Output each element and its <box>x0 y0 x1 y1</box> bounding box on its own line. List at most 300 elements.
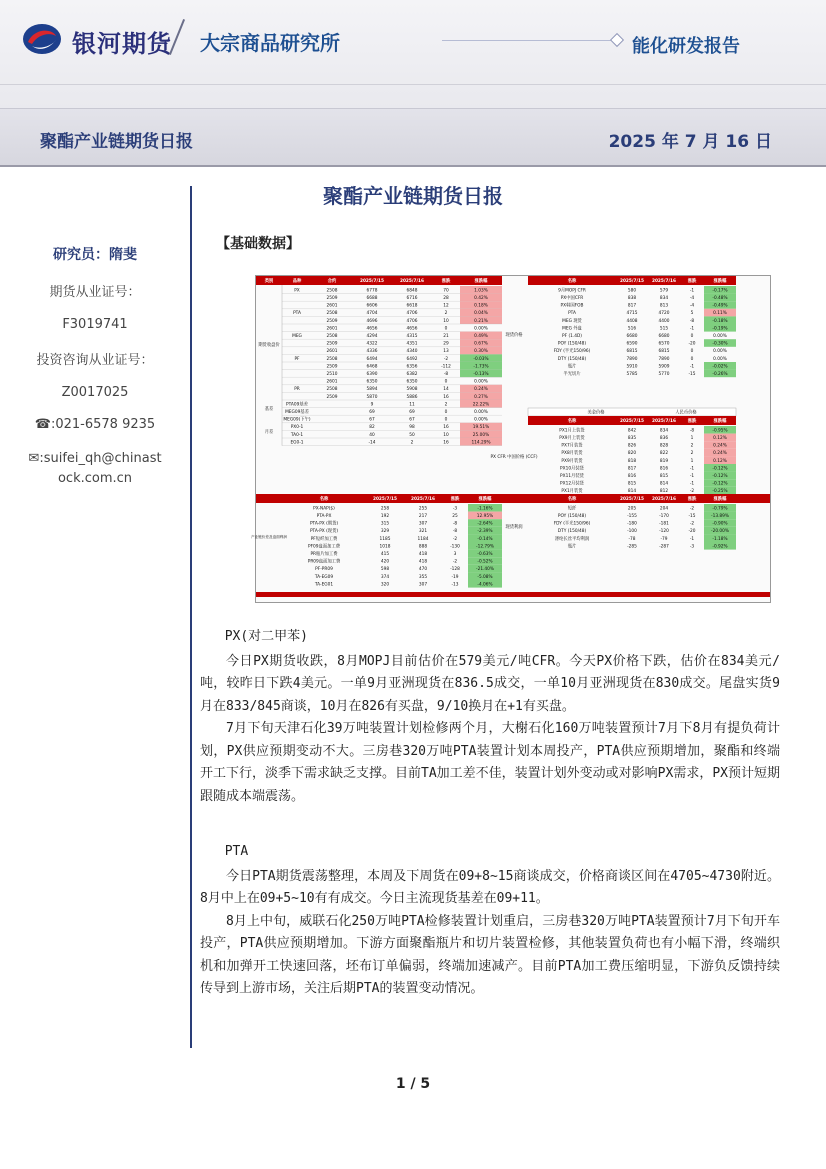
left-cell: -0.13% <box>473 372 489 377</box>
right-cell: -4 <box>689 303 695 309</box>
px-cell: -2 <box>689 489 695 495</box>
px-cell: 819 <box>659 458 669 464</box>
license-number: F3019741 <box>62 317 128 332</box>
left-cell: 4656 <box>406 326 418 332</box>
left-cell: 12 <box>443 303 449 309</box>
px-cell: -1 <box>689 474 695 479</box>
spread-cell: 321 <box>418 529 428 535</box>
category-futures: 期货收盘价 <box>258 343 280 348</box>
left-header-cell: 合约 <box>327 279 337 285</box>
right-cell: 瓶片 <box>567 364 577 370</box>
px-sub-header <box>528 408 736 416</box>
right-cell: -0.26% <box>712 372 728 377</box>
pta-section <box>200 841 780 1001</box>
px-section <box>200 626 780 808</box>
left-cell: 6350 <box>366 379 378 385</box>
left-cell: 4340 <box>406 349 418 355</box>
left-cell: 2 <box>444 402 448 408</box>
right-cell: 5 <box>690 311 694 317</box>
page-number: 1 / 5 <box>395 1076 431 1092</box>
left-cell: 4656 <box>366 326 378 332</box>
right-cell: 6815 <box>658 349 670 355</box>
profit-cell: -79 <box>660 536 668 542</box>
right-cell: -0.18% <box>712 318 728 324</box>
spread-cell: 25 <box>452 514 458 519</box>
spread-cell: -13 <box>451 582 459 588</box>
basic-data-table-image <box>251 275 771 603</box>
section-label-basic-data: 【基础数据】 <box>216 236 300 252</box>
right-cell: PF (1.4D) <box>562 334 582 339</box>
profit-cell: -2 <box>689 521 695 527</box>
spread-header-cell: 名称 <box>319 497 329 503</box>
spread-cell: -0.52% <box>477 559 493 565</box>
spread-cell: -5.08% <box>477 574 493 580</box>
left-cell: 6716 <box>406 296 418 301</box>
galaxy-logo-icon <box>22 22 62 56</box>
right-cell: 6680 <box>658 334 670 339</box>
right-cell: -0.30% <box>712 341 728 347</box>
spread-cell: 192 <box>380 514 390 519</box>
left-cell: PTA09基差 <box>286 402 308 408</box>
left-cell: 4315 <box>406 334 418 339</box>
px-header-cell: 2025/7/16 <box>651 419 677 424</box>
left-cell: 4351 <box>406 341 418 347</box>
spread-cell: -128 <box>450 567 460 573</box>
left-cell: -14 <box>368 440 376 446</box>
right-header-cell: 2025/7/15 <box>619 279 645 285</box>
spread-cell: 418 <box>418 559 428 565</box>
left-cell: 14 <box>443 387 449 393</box>
px-cell: 815 <box>627 481 637 487</box>
right-cell: 834 <box>659 296 669 301</box>
left-cell: 4696 <box>366 318 378 324</box>
category-spot: 现货价格 <box>505 333 523 338</box>
right-cell: -0.19% <box>712 326 728 332</box>
px-cell: -8 <box>689 428 695 434</box>
px-cell: 1 <box>690 436 694 441</box>
left-cell: MEG09基差 <box>285 410 309 415</box>
right-cell: 0.11% <box>713 311 727 317</box>
spread-cell: 320 <box>380 582 390 588</box>
px-cell: 0.12% <box>713 458 727 464</box>
profit-header-cell: 2025/7/16 <box>651 497 677 503</box>
left-cell: 2508 <box>326 334 338 339</box>
left-cell: 2508 <box>326 288 338 294</box>
px-cell: -0.12% <box>712 466 728 472</box>
px-cell: 818 <box>627 458 637 464</box>
px-cell: 816 <box>627 474 637 479</box>
px-cell: PX11月装货 <box>560 474 584 479</box>
spread-cell: 888 <box>418 544 428 550</box>
category-px-cfr: PX CFR 中国价格 (CCF) <box>490 455 538 460</box>
px-cell: 816 <box>659 466 669 472</box>
right-cell: PTA <box>568 311 576 317</box>
px-sub-label-cny: 人民币价格 <box>675 410 697 416</box>
profit-header-cell: 名称 <box>567 497 577 503</box>
left-cell: PX0-1 <box>290 425 304 431</box>
spread-cell: PF短纤加工费 <box>310 536 338 542</box>
left-cell: 19.51% <box>472 425 490 431</box>
right-cell: 6590 <box>626 341 638 347</box>
profit-cell: 204 <box>659 506 669 512</box>
document-title: 聚酯产业链期货日报 <box>323 184 503 208</box>
px-cell: PX1月装货 <box>561 489 583 495</box>
profit-cell: FDY (半光150/96) <box>553 521 591 527</box>
profit-cell: -13.89% <box>711 514 729 519</box>
profit-header-cell: 涨跌 <box>687 497 697 503</box>
right-cell: 5909 <box>658 364 670 370</box>
spread-cell: PX-NAP($) <box>313 506 335 512</box>
left-cell: 0.04% <box>474 311 488 317</box>
left-cell: 69 <box>409 410 415 415</box>
profit-cell: -155 <box>627 514 637 519</box>
profit-cell: -1 <box>689 536 695 542</box>
left-cell: 5870 <box>366 394 378 400</box>
profit-cell: -120 <box>659 529 669 535</box>
px-cell: 0.12% <box>713 436 727 441</box>
right-cell: 579 <box>659 288 669 294</box>
right-cell: MEG 外盘 <box>562 326 582 332</box>
left-cell: 6492 <box>406 356 418 362</box>
left-cell: 2508 <box>326 387 338 393</box>
px-cell: PX1月上装货 <box>559 428 585 434</box>
left-cell: 70 <box>443 288 449 294</box>
left-cell: 6778 <box>366 288 378 294</box>
left-cell: 6468 <box>366 364 378 370</box>
right-cell: 0 <box>690 334 694 339</box>
category-spread: 产业链价差及盘面利润 <box>251 535 287 539</box>
left-cell: 25.00% <box>472 432 490 438</box>
px-sub-label-usd: 美金价格 <box>587 410 605 416</box>
left-cell: 0.00% <box>474 417 488 423</box>
px-header-cell: 涨跌 <box>687 419 697 424</box>
left-cell: 5886 <box>406 394 418 400</box>
right-cell: 5785 <box>626 372 638 377</box>
left-cell: 22.22% <box>472 402 490 408</box>
px-cell: 814 <box>659 481 669 487</box>
right-header-cell: 2025/7/16 <box>651 279 677 285</box>
left-cell: 0 <box>444 379 448 385</box>
left-cell: 50 <box>409 432 415 438</box>
left-cell: EG0-1 <box>290 440 304 446</box>
right-cell: 5770 <box>658 372 670 377</box>
spread-cell: -0.14% <box>477 536 493 542</box>
phone-number: ☎:021-6578 9235 <box>34 417 156 432</box>
spread-cell: 1185 <box>379 536 391 542</box>
left-cell: 6688 <box>366 296 378 301</box>
left-cell: 69 <box>369 410 375 415</box>
spread-cell: PF09盘面加工费 <box>307 544 341 550</box>
px-paragraph-2: 7月下旬天津石化39万吨装置计划检修两个月，大榭石化160万吨装置预计7月下8月有提负荷计划，PX供应预期变动不大。三房巷320万吨PTA装置计划本周投产，PTA供应预期增加，聚酯和终端开工下行，淡季下需求缺乏支撑。目前TA加工差不佳，装置计划外变动或对影响PX需求，PX预计短期跟随成本端震荡。 <box>200 721 780 804</box>
spread-cell: -21.40% <box>476 567 494 573</box>
right-cell: 7890 <box>626 356 638 362</box>
left-cell: 0 <box>444 417 448 423</box>
right-cell: 0 <box>690 356 694 362</box>
right-cell: -0.17% <box>712 288 728 294</box>
spread-cell: PTA-PX (现货) <box>309 529 339 535</box>
spread-header-cell: 涨跌幅 <box>478 497 492 503</box>
left-cell: 2 <box>444 311 448 317</box>
left-cell: 6356 <box>406 364 418 370</box>
profit-cell: -78 <box>628 536 636 542</box>
left-cell: 6606 <box>366 303 378 309</box>
left-cell: TA0-1 <box>290 432 304 438</box>
analyst-name: 研究员：隋斐 <box>53 247 137 263</box>
left-cell: MEG09(下午) <box>283 417 311 423</box>
left-cell: 0.42% <box>474 296 488 301</box>
px-cell: 812 <box>659 489 669 495</box>
left-cell: 0 <box>444 410 448 415</box>
spread-cell: -0.63% <box>477 552 493 557</box>
profit-header-cell: 涨跌幅 <box>713 497 727 503</box>
left-cell: -2 <box>443 356 449 362</box>
left-cell: 10 <box>443 318 449 324</box>
spread-cell: 329 <box>380 529 390 535</box>
header-divider-line <box>0 84 826 85</box>
right-cell: 0.00% <box>713 356 727 362</box>
right-cell: -8 <box>689 318 695 324</box>
px-cell: PX9月装货 <box>561 458 583 464</box>
left-cell: PR <box>294 387 300 393</box>
pta-paragraph-2: 8月上中旬，威联石化250万吨PTA检修装置计划重启，三房巷320万吨PTA装置预计7月下旬开车投产，PTA供应预期增加。下游方面聚酯瓶片和切片装置检修，其他装置负荷也有小幅下滑，终端织机和加弹开工快速回落，坯布订单偏弱，终端加速减产。目前PTA加工费压缩明显，下游负反馈持续传导到上游市场，关注后期PTA的装置变动情况。 <box>200 913 780 996</box>
right-cell: -20 <box>688 341 696 347</box>
left-cell: 4704 <box>366 311 378 317</box>
spread-cell: -2.64% <box>477 521 493 527</box>
spread-cell: 1018 <box>379 544 391 550</box>
profit-cell: -1.18% <box>712 536 728 542</box>
right-cell: -0.02% <box>712 364 728 370</box>
px-cell: -0.95% <box>712 428 728 434</box>
px-cell: PX12月装货 <box>560 481 584 487</box>
right-cell: 4715 <box>626 311 638 317</box>
left-cell: 0.49% <box>474 334 488 339</box>
pta-heading: PTA <box>224 844 249 859</box>
spread-cell: 307 <box>418 521 428 527</box>
email-address: ✉:suifei_qh@chinastock.com.cn <box>28 451 162 486</box>
px-cell: 828 <box>659 443 669 449</box>
spread-cell: -2 <box>452 536 458 542</box>
right-cell: 580 <box>627 288 637 294</box>
spread-cell: 307 <box>418 582 428 588</box>
right-cell: 0 <box>690 349 694 355</box>
profit-cell: -15 <box>688 514 696 519</box>
px-cell: -0.12% <box>712 474 728 479</box>
spread-cell: 12.95% <box>476 514 494 519</box>
profit-cell: -0.92% <box>712 544 728 550</box>
left-cell: 2601 <box>326 349 338 355</box>
right-cell: 4720 <box>658 311 670 317</box>
px-cell: 817 <box>627 466 637 472</box>
right-cell: 0.00% <box>713 334 727 339</box>
left-cell: 2508 <box>326 356 338 362</box>
left-cell: 67 <box>409 417 415 423</box>
px-cell: 822 <box>659 451 669 457</box>
profit-cell: POY (150/48) <box>557 514 587 519</box>
left-header-cell: 品种 <box>292 279 302 285</box>
px-cell: PX7月装货 <box>561 443 583 449</box>
left-header-cell: 类别 <box>264 279 274 285</box>
px-paragraph-1: 今日PX期货收跌，8月MOPJ目前估价在579美元/吨CFR。今天PX价格下跌，估价在834美元/吨，较昨日下跌4美元。一单9月亚洲现货在836.5成交，一单10月亚洲现货在830成交。尾盘实货9月在833/845商谈，10月在826有买盘，9/10换月在+1有买盘。 <box>200 653 780 714</box>
spread-cell: 355 <box>418 574 428 580</box>
left-cell: 4706 <box>406 318 418 324</box>
left-cell: PTA <box>293 311 301 317</box>
spread-cell: -12.79% <box>476 544 494 550</box>
left-cell: 4706 <box>406 311 418 317</box>
right-cell: -15 <box>688 372 696 377</box>
left-cell: 2 <box>410 440 414 446</box>
spread-cell: 374 <box>380 574 390 580</box>
left-header-cell: 2025/7/16 <box>399 279 425 285</box>
left-cell: 2601 <box>326 326 338 332</box>
spread-cell: 420 <box>380 559 390 565</box>
spread-cell: -4.06% <box>477 582 493 588</box>
left-cell: PX <box>294 288 300 294</box>
spread-cell: -1.16% <box>477 506 493 512</box>
spread-cell: PR09盘面加工费 <box>307 559 341 565</box>
px-cell: 834 <box>659 428 669 434</box>
license-label: 期货从业证号： <box>49 285 141 300</box>
spread-cell: 3 <box>453 552 457 557</box>
title-band-date: 2025 年 7 月 16 日 <box>608 132 772 152</box>
spread-cell: TA-EG09 <box>314 574 334 580</box>
left-cell: 2510 <box>326 372 338 377</box>
left-cell: 114.29% <box>471 440 491 446</box>
left-cell: 21 <box>443 334 449 339</box>
left-cell: 2509 <box>326 364 338 370</box>
analyst-sidebar <box>0 244 190 506</box>
profit-cell: DTY (150/48) <box>557 529 587 535</box>
right-cell: 5910 <box>626 364 638 370</box>
report-type: 能化研发报告 <box>632 36 740 57</box>
spread-cell: TA-EG01 <box>314 582 334 588</box>
category-profit: 现货利润 <box>505 525 523 530</box>
left-cell: 0.27% <box>474 394 488 400</box>
left-cell: 29 <box>443 341 449 347</box>
right-cell: FDY (半光150/96) <box>553 349 591 355</box>
spread-cell: -2 <box>452 559 458 565</box>
right-header-cell: 涨跌幅 <box>713 279 727 285</box>
left-cell: 0.00% <box>474 410 488 415</box>
left-cell: 0.30% <box>474 349 488 355</box>
left-cell: 82 <box>369 425 375 431</box>
right-header-cell: 涨跌 <box>687 279 697 285</box>
left-header-cell: 涨跌幅 <box>474 279 488 285</box>
right-cell: MEG 现货 <box>562 318 582 324</box>
left-cell: -112 <box>441 364 451 370</box>
profit-cell: 短纤 <box>567 506 577 512</box>
profit-cell: 205 <box>627 506 637 512</box>
px-cell: -0.12% <box>712 481 728 487</box>
spread-cell: PF-PR09 <box>315 567 333 573</box>
spread-cell: 315 <box>380 521 390 527</box>
profit-cell: -20.00% <box>711 529 729 535</box>
profit-cell: -3 <box>689 544 695 550</box>
spread-cell: 255 <box>418 506 428 512</box>
right-cell: 6570 <box>658 341 670 347</box>
left-cell: 5894 <box>366 387 378 393</box>
right-cell: 0.00% <box>713 349 727 355</box>
right-cell: 838 <box>627 296 637 301</box>
decorative-line <box>442 40 612 41</box>
spread-header-cell: 2025/7/15 <box>372 497 398 503</box>
right-header-cell: 名称 <box>567 279 577 285</box>
right-cell: 7890 <box>658 356 670 362</box>
table-bottom-bar <box>256 592 770 597</box>
px-cell: 2 <box>690 443 694 449</box>
pta-paragraph-1: 今日PTA期货震荡整理，本周及下周货在09+8~15商谈成交，价格商谈区间在4705~4730附近。8月中上在09+5~10有有成交。今日主流现货基差在09+11。 <box>200 868 780 906</box>
left-cell: -1.73% <box>473 364 489 370</box>
left-cell: 5908 <box>406 387 418 393</box>
left-cell: 98 <box>409 425 415 431</box>
left-cell: -0.03% <box>473 356 489 362</box>
profit-cell: -0.90% <box>712 521 728 527</box>
right-cell: PX韩国FOB <box>560 303 584 309</box>
right-cell: 813 <box>659 303 669 309</box>
spread-header-cell: 2025/7/16 <box>410 497 436 503</box>
left-cell: 6494 <box>366 356 378 362</box>
left-header-cell: 2025/7/15 <box>359 279 385 285</box>
spread-cell: 470 <box>418 567 428 573</box>
left-cell: 6390 <box>366 372 378 377</box>
px-cell: -0.25% <box>712 489 728 495</box>
profit-cell: 涤纶长丝平均利润 <box>554 536 590 542</box>
profit-cell: -100 <box>627 529 637 535</box>
category-basis: 基差 <box>264 407 274 412</box>
profit-cell: -170 <box>659 514 669 519</box>
spread-header-cell: 涨跌 <box>450 497 460 503</box>
left-cell: 2601 <box>326 379 338 385</box>
right-cell: 515 <box>659 326 669 332</box>
right-cell: DTY (150/48) <box>557 356 587 362</box>
spread-cell: 598 <box>380 567 390 573</box>
title-band <box>0 108 826 167</box>
left-cell: 0.00% <box>474 326 488 332</box>
right-cell: 9月MOPJ CFR <box>558 288 586 294</box>
px-header-cell: 2025/7/15 <box>619 419 645 424</box>
spread-cell: 418 <box>418 552 428 557</box>
profit-cell: -285 <box>627 544 637 550</box>
spread-cell: PTA-PX <box>316 514 332 519</box>
spread-cell: 258 <box>380 506 390 512</box>
left-cell: 16 <box>443 440 449 446</box>
right-cell: 516 <box>627 326 637 332</box>
px-heading: PX(对二甲苯) <box>224 629 308 644</box>
px-cell: 836 <box>659 436 669 441</box>
left-cell: 0.00% <box>474 379 488 385</box>
left-cell: 1.03% <box>474 288 488 294</box>
left-cell: 2509 <box>326 341 338 347</box>
px-cell: 0.24% <box>713 451 727 457</box>
left-cell: 2509 <box>326 318 338 324</box>
left-cell: 2601 <box>326 303 338 309</box>
right-cell: 817 <box>627 303 637 309</box>
spread-cell: 1184 <box>417 536 429 542</box>
px-cell: -1 <box>689 481 695 487</box>
px-cell: 0.24% <box>713 443 727 449</box>
px-cell: 814 <box>627 489 637 495</box>
spread-cell: -130 <box>450 544 460 550</box>
profit-cell: -287 <box>659 544 669 550</box>
right-cell: PX中国CFR <box>560 296 584 301</box>
consult-number: Z0017025 <box>61 385 129 400</box>
left-cell: 0.21% <box>474 318 488 324</box>
right-cell: -0.48% <box>712 296 728 301</box>
px-cell: -1 <box>689 466 695 472</box>
left-cell: 2508 <box>326 311 338 317</box>
profit-header-cell: 2025/7/15 <box>619 497 645 503</box>
left-cell: -8 <box>443 372 449 377</box>
right-cell: -1 <box>689 326 695 332</box>
